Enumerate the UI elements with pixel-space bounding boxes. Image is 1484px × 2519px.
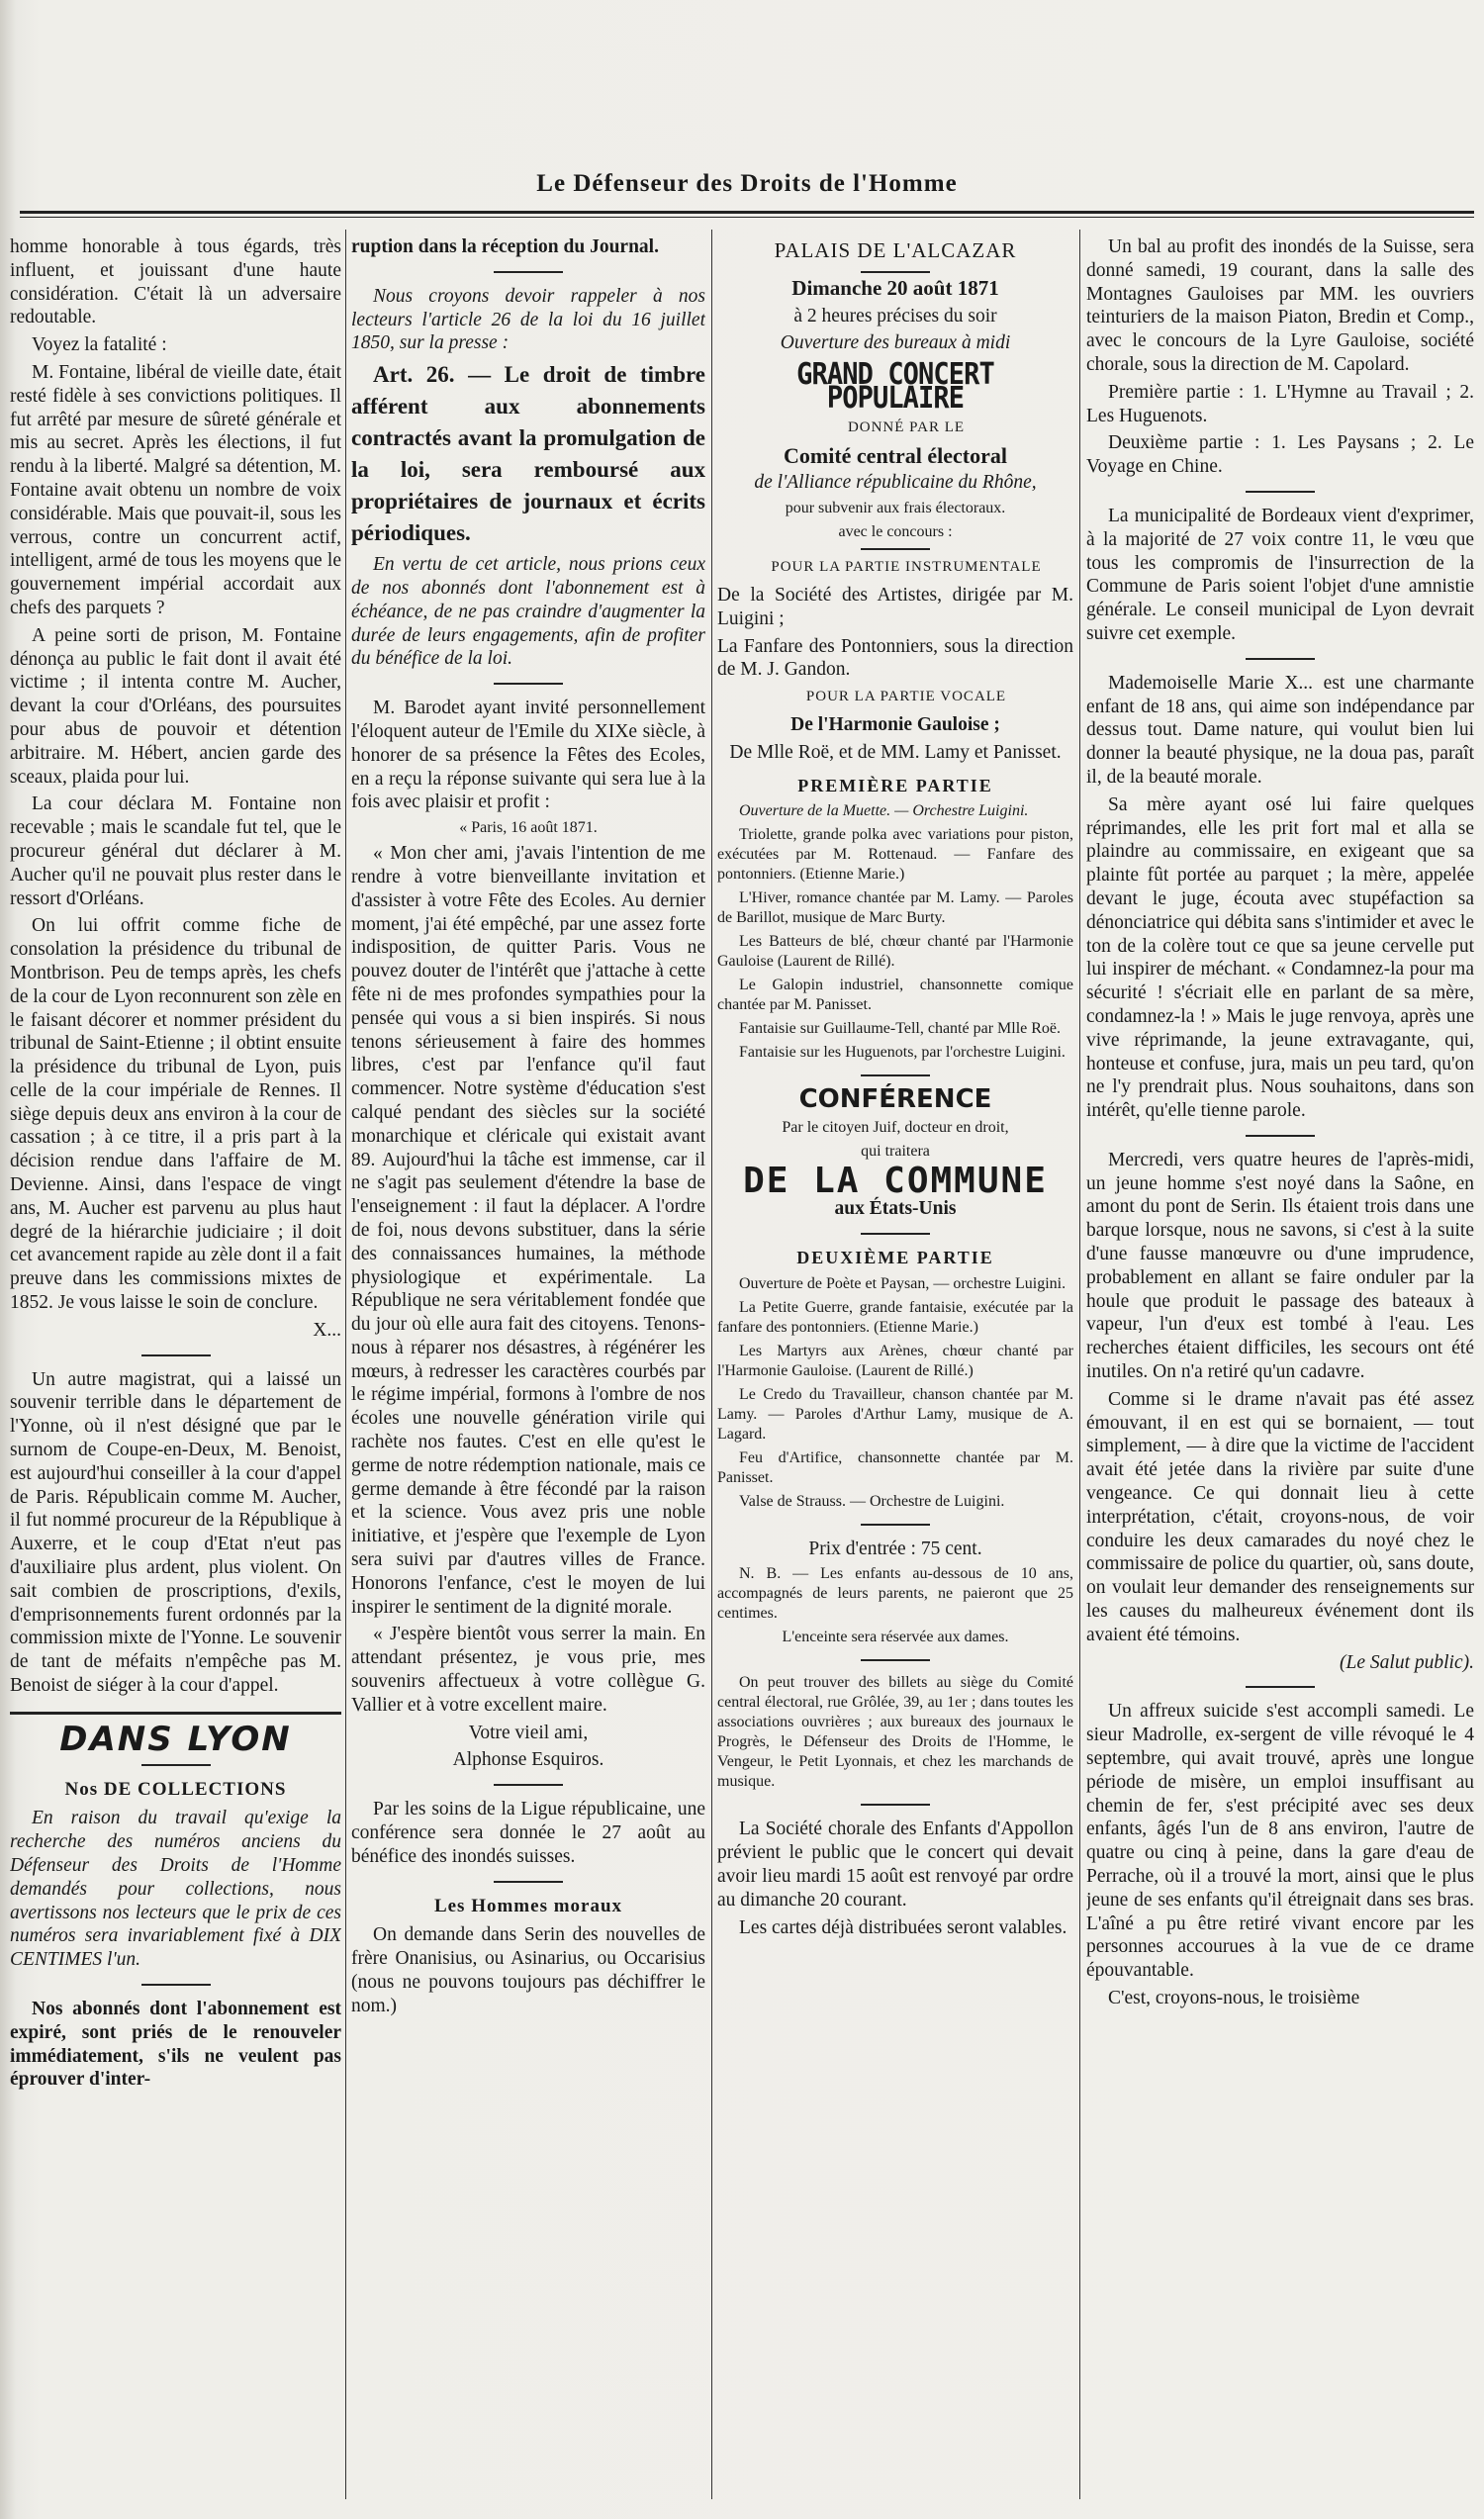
conference-speaker: Par le citoyen Juif, docteur en droit, [782,1119,1009,1137]
column-4 [1086,235,1474,2509]
program-item: La Petite Guerre, grande fantaisie, exécutée par la fanfare des pontonniers. (Etienne Marie.) [717,1298,1073,1336]
separator [861,271,930,273]
program-item: Ouverture de Poète et Paysan, — orchestre Luigini. [739,1274,1067,1292]
ticket-price: Prix d'entrée : 75 cent. [808,1538,982,1559]
program-item: Triolette, grande polka avec variations pour piston, exécutées par M. Rottenaud. — Fanfare des pontonniers. (Etienne Marie.) [717,826,1073,884]
separator [1246,1686,1315,1688]
paragraph: « J'espère bientôt vous serrer la main. En attendant présentez, je vous prie, mes souvenirs affectueux à votre collègue G. Vallier et à votre excellent maire. [351,1624,705,1716]
column-3 [717,235,1073,2509]
conference-subject: DE LA COMMUNE [743,1161,1048,1202]
paragraph: Nous croyons devoir rappeler à nos lecteurs l'article 26 de la loi du 16 juillet 1850, sur la presse : [351,285,705,354]
paragraph: En vertu de cet article, nous prions ceux de nos abonnés dont l'abonnement est à échéance, de ne pas craindre d'augmenter la durée de leurs engagements, afin de profiter du bénéfice de la loi. [351,554,705,670]
program-item: Fantaisie sur les Huguenots, par l'orchestre Luigini. [739,1044,1066,1062]
separator [1246,491,1315,493]
masthead-rule-thin [20,217,1474,218]
separator [861,1524,930,1526]
paragraph: On lui offrit comme fiche de consolation la présidence du tribunal de Montbrison. Peu de temps après, les chefs de la cour de Lyon reconnurent son zèle en le faisant décorer et nommer président du tribunal de Saint-Etienne ; il obtint ensuite la présidence du tribunal de Lyon, puis celle de la cour impériale de Rennes. Il siège depuis deux ans environ à la cour de cassation ; à ce titre, il a pris part à la décision rendue dans l'affaire de M. Devienne. Ainsi, dans l'espace de vingt ans, M. Aucher est parvenu au plus haut degré de la hiérarchie judiciaire ; il doit cet avancement rapide au zèle dont il a fait preuve dans les commissions mixtes de 1852. Je vous laisse le soin de conclure. [10,915,341,1314]
performer: De la Société des Artistes, dirigée par M. Luigini ; [717,584,1073,629]
column-divider [1079,230,1080,2499]
article-title: Les Hommes moraux [433,1895,623,1916]
paragraph: M. Barodet ayant invité personnellement l'éloquent auteur de l'Emile du XIXe siècle, à honorer de sa présence la Fêtes des Ecoles, en a reçu la réponse suivante qui sera lue à la fois avec plaisir et profit : [351,698,705,813]
paragraph: Un autre magistrat, qui a laissé un souvenir terrible dans le département de l'Yonne, où il n'est désigné que par le surnom de Coupe-en-Deux, M. Benoist, est aujourd'hui conseiller à la cour d'appel de Paris. Républicain comme M. Aucher, il fut nommé procureur de la République à Auxerre, et le coup d'Etat n'eut pas d'auxiliaire plus ardent, plus violent. On sait combien de proscriptions, d'exils, d'emprisonnements furent ordonnés par la commission mixte de l'Yonne. Le souvenir de tant de méfaits n'empêche pas M. Benoist de siéger à la cour d'appel. [10,1368,341,1697]
venue-title: PALAIS DE L'ALCAZAR [774,238,1017,262]
masthead: Le Défenseur des Droits de l'Homme [536,170,958,197]
note: N. B. — Les enfants au-dessous de 10 ans, accompagnés de leurs parents, ne paieront que 25 centimes. [717,1565,1073,1623]
section-rule [10,1712,341,1715]
paragraph: On demande dans Serin des nouvelles de frère Onanisius, ou Asinarius, ou Occarisius (nous ne pouvons toujours pas déchiffrer le nom.) [351,1924,705,2016]
paragraph: Un affreux suicide s'est accompli samedi. Le sieur Madrolle, ex-sergent de ville révoqué le 4 septembre, qui avait trouvé, après une longue période de misère, un emploi insuffisant au chemin de fer, s'est précipité avec ses deux enfants, âgés l'un de 8 ans environ, l'autre de quatre ou cinq à peine, dans la gare d'eau de Perrache, où il a trouvé la mort, ainsi que le plus jeune de ses enfants qu'il étreignait dans ses bras. L'aîné a pu être retiré vivant encore par les personnes accourues à la vue de ce drame épouvantable. [1086,1701,1474,1982]
program-item: Valse de Strauss. — Orchestre de Luigini. [739,1492,1005,1510]
program-item: Ouverture de la Muette. — Orchestre Luigini. [739,802,1029,820]
separator [141,1984,211,1986]
paragraph: On peut trouver des billets au siège du Comité central électoral, rue Grôlée, 39, au 1er ; dans toutes les associations ouvrières ; aux bureaux des journaux le Progrès, le Défenseur des Droits de l'Homme, le Vengeur, le Petit Lyonnais, et chez les marchands de musique. [717,1674,1073,1791]
column-divider [711,230,712,2499]
concert-title: GRAND CONCERT POPULAIRE [796,357,994,416]
separator [141,1354,211,1356]
paragraph: La municipalité de Bordeaux vient d'exprimer, à la majorité de 27 voix contre 11, le vœu que tous les compromis de l'insurrection de la Commune de Paris soient l'objet d'une amnistie générale. Le conseil municipal de Lyon devrait suivre cet exemple. [1086,505,1474,644]
signer: Alphonse Esquiros. [452,1749,604,1771]
program-part-title: PREMIÈRE PARTIE [797,775,993,795]
event-time: à 2 heures précises du soir [793,305,997,327]
column-1 [10,235,341,2509]
program-part-title: DEUXIÈME PARTIE [796,1247,994,1267]
paragraph: C'est, croyons-nous, le troisième [1108,1987,1360,2008]
paragraph: Un bal au profit des inondés de la Suisse, sera donné samedi, 19 courant, dans la salle des Montagnes Gauloises par MM. les ouvriers teinturiers de la maison Piaton, Bredin et Comp., avec le concours de la Lyre Gauloise, société chorale, sous la direction de M. Capolard. [1086,236,1474,375]
separator [861,1659,930,1661]
performer: De l'Harmonie Gauloise ; [790,713,1000,735]
signature: X... [313,1319,341,1341]
event-date: Dimanche 20 août 1871 [791,275,999,300]
source-credit: (Le Salut public). [1340,1651,1474,1673]
subheading: POUR LA PARTIE VOCALE [805,689,1007,705]
paragraph: Par les soins de la Ligue républicaine, une conférence sera donnée le 27 août au bénéfice des inondés suisses. [351,1799,705,1867]
conference-traitera: qui traitera [861,1143,930,1161]
conference-subject-detail: aux États-Unis [834,1197,957,1219]
note: L'enceinte sera réservée aux dames. [782,1629,1009,1646]
masthead-rule [20,211,1474,214]
concours: avec le concours : [838,523,953,541]
performer: La Fanfare des Pontonniers, sous la direction de M. J. Gandon. [717,635,1073,681]
paragraph: Les cartes déjà distribuées seront valables. [739,1916,1067,1938]
separator [1246,658,1315,660]
paragraph: Comme si le drame n'avait pas été assez émouvant, il en est qui se bornaient, — tout simplement, — à dire que la victime de l'accident avait été jetée dans la rivière par suite d'une vengeance. Ce qui donnait lieu à cette interprétation, c'était, croyons-nous, de voir conduire les deux camarades du noyé chez le commissaire de police du quartier, où, sans doute, on voulait leur demander des renseignements sur les causes du malheureux événement dont ils avaient été témoins. [1086,1388,1474,1645]
section-heading: DANS LYON [59,1719,292,1759]
paragraph: La cour déclara M. Fontaine non recevable ; mais le scandale fut tel, que le procureur général dut déclarer à M. Aucher qu'il ne pouvait plus rester dans le ressort d'Orléans. [10,793,341,909]
dateline: « Paris, 16 août 1871. [459,819,598,837]
paragraph: « Mon cher ami, j'avais l'intention de me rendre à votre bienveillante invitation et d'assister à votre Fête des Ecoles. Au dernier moment, j'ai été empêché, par une assez forte indisposition, de quitter Paris. Vous ne pouvez douter de l'intérêt que j'attache à cette fête ni de mes profondes sympathies pour la pensée qui vous a si bien inspirés. Si nous tenons sérieusement à faire des hommes libres, c'est par l'enfance qu'il faut commencer. Notre système d'éducation s'est calqué pendant des siècles sur la société monarchique et cléricale qui existait avant 89. Aujourd'hui la tâche est immense, car il ne s'agit pas seulement d'étendre la base de l'enseignement : il faut la déplacer. A l'ordre de foi, nous devons substituer, dans la série des connaissances humaines, la méthode physiologique et expérimentale. La République ne sera véritablement fondée que du jour où elle aura fait des citoyens. Tenons-nous à réparer nos désastres, à régénérer les mœurs, à redresser les caractères courbés par le régime impérial, formons à l'ombre de nos écoles une nouvelle génération virile qui rachète nos fautes. C'est en elle qu'est le germe de notre rédemption nationale, mais ce germe demande à être fécondé par la raison et la science. Vous avez pris une noble initiative, et j'espère que l'exemple de Lyon sera suivi par d'autres villes de France. Honorons l'enfance, c'est le moyen de lui inspirer le sentiment de la dignité morale. [351,843,705,1618]
column-divider [345,230,346,2499]
program-item: Feu d'Artifice, chansonnette chantée par M. Panisset. [717,1448,1073,1486]
program-item: Les Batteurs de blé, chœur chanté par l'Harmonie Gauloise (Laurent de Rillé). [717,933,1073,971]
separator [1246,1135,1315,1137]
event-opening: Ouverture des bureaux à midi [780,332,1011,354]
purpose: pour subvenir aux frais électoraux. [785,500,1006,517]
conference-title: CONFÉRENCE [798,1084,992,1115]
separator [141,1764,211,1766]
program-item: Le Galopin industriel, chansonnette comique chantée par M. Panisset. [717,977,1073,1014]
organizer: Comité central électoral [784,442,1007,468]
separator [494,271,563,273]
program-item: Le Credo du Travailleur, chanson chantée par M. Lamy. — Paroles d'Arthur Lamy, musique de A. Lagard. [717,1385,1073,1443]
performer: De Mlle Roë, et de MM. Lamy et Panisset. [729,741,1062,763]
paragraph: ruption dans la réception du Journal. [351,236,659,257]
paragraph: A peine sorti de prison, M. Fontaine dénonça au public le fait dont il avait été victime ; il intenta contre M. Aucher, devant la cour d'Orléans, des poursuites pour abus de pouvoir et détention arbitraire. M. Hébert, ancien garde des sceaux, plaida pour lui. [10,624,341,788]
separator [494,1881,563,1883]
column-2 [351,235,705,2509]
separator [861,1074,930,1076]
paragraph: En raison du travail qu'exige la recherche des numéros anciens du Défenseur des Droits de l'Homme demandés pour collections, nous avertissons nos lecteurs que le prix de ces numéros sera invariablement fixé à DIX CENTIMES l'un. [10,1808,341,1971]
paragraph: Mercredi, vers quatre heures de l'après-midi, un jeune homme s'est noyé dans la Saône, en amont du pont de Serin. Ils étaient trois dans une barque lorsque, nous ne savons, si c'est à la suite d'une fausse manœuvre ou d'une imprudence, probablement en allant se faire onduler par la houle que produit le passage des bateaux à vapeur, l'un d'eux est tombé à l'eau. Les recherches étaient difficiles, les secours ont été inutiles. On n'a retiré qu'un cadavre. [1086,1149,1474,1383]
separator [861,1233,930,1235]
subheading: POUR LA PARTIE INSTRUMENTALE [771,559,1042,576]
paragraph: M. Fontaine, libéral de vieille date, était resté fidèle à ses convictions politiques. Il fut arrêté par mesure de sûreté générale et mis au secret. Après les élections, il fut rendu à la liberté. Malgré sa détention, M. Fontaine avait obtenu un nombre de voix considérable. Mais que pouvait-il, sous les verrous, contre un concurrent actif, intelligent, armé de tous les moyens que le gouvernement impérial accordait aux chefs des parquets ? [10,361,341,618]
separator [861,548,930,550]
separator [494,683,563,685]
program-item: Les Martyrs aux Arènes, chœur chanté par l'Harmonie Gauloise. (Laurent de Rillé.) [717,1342,1073,1379]
closing: Votre vieil ami, [468,1722,589,1743]
paragraph: Sa mère ayant osé lui faire quelques réprimandes, elle les prit fort mal et alla se plaindre au commissaire, en exigeant que sa plainte fût portée au parquet ; la mère, appelée devant le juge, écouta avec stupéfaction sa dénonciatrice qui débita sans s'intimider et avec le ton de la colère tout ce que sa jeune cervelle put lui inspirer de méchant. « Condamnez-la pour ma sécurité ! s'écriait elle en parlant de sa mère, condamnez-la ! » Mais le juge renvoya, après une vive réprimande, la jeune extravagante, qui, honteuse et confuse, jura, mais un peu tard, qu'on ne l'y prendrait plus. Nous souhaitons, dans son intérêt, qu'elle tienne parole. [1086,793,1474,1122]
separator [861,1804,930,1806]
paragraph: Deuxième partie : 1. Les Paysans ; 2. Le Voyage en Chine. [1086,432,1474,478]
given-by: DONNÉ PAR LE [847,419,966,435]
paragraph: homme honorable à tous égards, très influent, et jouissant d'une haute considération. C'était là un adversaire redoutable. [10,236,341,328]
organizer-detail: de l'Alliance républicaine du Rhône, [754,472,1037,494]
article-title: Nos DE COLLECTIONS [64,1778,287,1800]
program-item: Fantaisie sur Guillaume-Tell, chanté par Mlle Roë. [739,1020,1062,1038]
paragraph: Mademoiselle Marie X... est une charmante enfant de 18 ans, qui aime son indépendance par dessus tout. Dame nature, qui voulut bien lui donner la beauté physique, ne la doua pas, paraît il, de la beauté morale. [1086,672,1474,788]
paragraph: Première partie : 1. L'Hymne au Travail ; 2. Les Huguenots. [1086,381,1474,426]
paragraph: Nos abonnés dont l'abonnement est expiré, sont priés de le renouveler immédiatement, s'ils ne veulent pas éprouver d'inter- [10,1998,341,2091]
paragraph: Voyez la fatalité : [32,334,167,356]
paragraph: La Société chorale des Enfants d'Appollon prévient le public que le concert qui devait avoir lieu mardi 15 août est renvoyé par ordre au dimanche 20 courant. [717,1819,1073,1911]
separator [494,1784,563,1786]
article-26: Art. 26. — Le droit de timbre afférent aux abonnements contractés avant la promulgation de la loi, sera remboursé aux propriétaires de journaux et écrits périodiques. [351,362,705,546]
program-item: L'Hiver, romance chantée par M. Lamy. — Paroles de Barillot, musique de Marc Burty. [717,889,1073,927]
